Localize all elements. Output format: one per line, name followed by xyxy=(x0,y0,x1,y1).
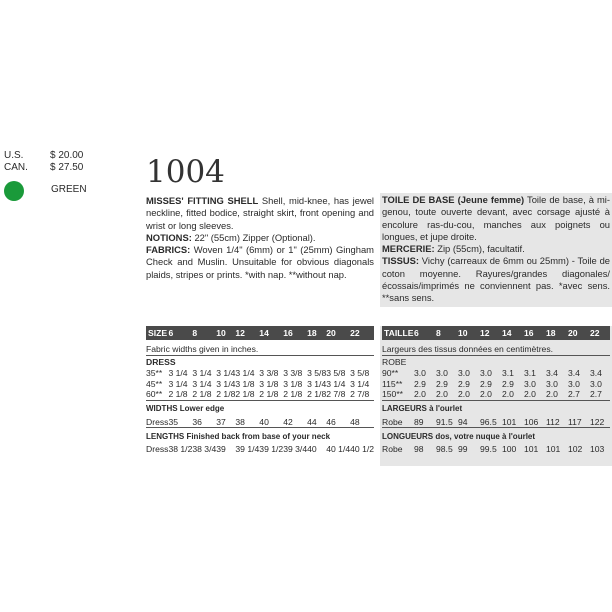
width-cell: 122 xyxy=(590,416,605,427)
yardage-cell: 2 1/8 xyxy=(235,389,255,399)
table-row xyxy=(146,379,374,390)
length-cell: 40 xyxy=(307,444,317,454)
yardage-cell: 3 5/8 xyxy=(307,368,327,378)
robe-label: ROBE xyxy=(382,356,610,369)
length-cell: 98.5 xyxy=(436,444,453,454)
yardage-cell: 2 1/8 xyxy=(283,389,303,399)
yardage-cell: 3.0 xyxy=(414,368,426,378)
width-cell: 89 xyxy=(414,416,424,427)
english-fabrics-label: FABRICS: xyxy=(146,244,191,256)
english-notions: 22" (55cm) Zipper (Optional). xyxy=(191,231,316,243)
yardage-cell: 3 1/8 xyxy=(235,378,255,389)
yardage-cell: 2.9 xyxy=(414,378,426,389)
french-fabrics-label: TISSUS: xyxy=(382,255,419,267)
yardage-cell: 2 1/8 xyxy=(168,389,188,399)
yardage-cell: 3 1/4 xyxy=(235,368,255,378)
longueurs-label: LONGUEURS dos, votre nuque à l'ourlet xyxy=(382,428,610,445)
french-notions-label: MERCERIE: xyxy=(382,243,435,255)
size-cell: 14 xyxy=(502,328,512,338)
yardage-cell: 3.0 xyxy=(458,368,470,378)
price-can-label: CAN. xyxy=(4,162,28,173)
width-cell: 106 xyxy=(524,416,539,427)
lengths-label: LENGTHS Finished back from base of your neck xyxy=(146,428,374,445)
size-label: SIZE xyxy=(148,328,168,338)
size-cell: 16 xyxy=(524,328,534,338)
size-cell: 10 xyxy=(458,328,468,338)
size-cell: 12 xyxy=(480,328,490,338)
width-cell: 94 xyxy=(458,416,468,427)
width-cell: 35 xyxy=(168,416,179,427)
yardage-cell: 2 1/8 xyxy=(216,389,236,399)
color-swatch-icon xyxy=(4,181,24,201)
length-cell: 39 1/2 xyxy=(259,444,284,454)
widths-label: WIDTHS Lower edge xyxy=(146,400,374,417)
table-row xyxy=(146,417,374,428)
row-label: 60** xyxy=(146,389,163,399)
price-us-value: $ 20.00 xyxy=(50,150,84,161)
size-cell: 8 xyxy=(192,328,198,338)
yardage-cell: 2.0 xyxy=(524,389,536,399)
length-cell: 98 xyxy=(414,444,424,454)
yardage-cell: 3 1/4 xyxy=(192,378,212,389)
row-label: 115** xyxy=(382,378,403,389)
yardage-cell: 3 1/4 xyxy=(216,378,236,389)
english-notions-label: NOTIONS: xyxy=(146,231,192,243)
color-name: GREEN xyxy=(51,184,87,195)
length-cell: 103 xyxy=(590,444,605,454)
yardage-cell: 3.0 xyxy=(546,378,558,389)
yardage-cell: 3 1/4 xyxy=(168,368,188,378)
length-cell: 38 1/2 xyxy=(168,444,193,454)
row-label: Dress xyxy=(146,444,169,454)
yardage-cell: 2.7 xyxy=(590,389,602,399)
french-body: Toile de base, à mi-genou, toute ouverte devant, avec corsage ajusté à encolure ras-du-cou, manches aux poignets ou longues, et jupe droite. xyxy=(382,194,610,242)
table-row xyxy=(382,417,610,428)
yardage-cell: 3 1/4 xyxy=(350,378,370,389)
yardage-cell: 2.9 xyxy=(458,378,470,389)
pattern-number: 1004 xyxy=(146,154,225,190)
yardage-cell: 3 3/8 xyxy=(283,368,303,378)
fabric-width-note: Fabric widths given in inches. xyxy=(146,343,259,354)
yardage-cell: 3.0 xyxy=(436,368,448,378)
width-cell: 37 xyxy=(216,416,226,427)
english-fabrics: Woven 1/4" (6mm) or 1" (25mm) Gingham Check and Muslin. Unsuitable for obvious diagonals plaids, stripes or prints. *with nap. **without nap. xyxy=(146,244,374,280)
table-row xyxy=(146,368,374,379)
size-cell: 12 xyxy=(235,328,245,338)
yardage-cell: 2 7/8 xyxy=(326,389,346,399)
taille-label: TAILLE xyxy=(384,328,414,338)
english-size-table xyxy=(146,326,374,455)
french-description xyxy=(380,193,612,307)
yardage-cell: 2.9 xyxy=(480,378,492,389)
english-body: Shell, mid-knee, has jewel neckline, fitted bodice, straight skirt, front opening and wrist or long sleeves. xyxy=(146,195,375,231)
yardage-cell: 3 1/4 xyxy=(307,378,327,389)
row-label: 45** xyxy=(146,378,163,389)
yardage-cell: 3.4 xyxy=(568,368,580,378)
yardage-cell: 3.4 xyxy=(590,368,602,378)
size-cell: 18 xyxy=(546,328,556,338)
width-cell: 101 xyxy=(502,416,517,427)
length-cell: 102 xyxy=(568,444,583,454)
size-header-row xyxy=(146,326,374,340)
size-cell: 20 xyxy=(326,328,336,338)
width-cell: 48 xyxy=(350,416,360,427)
yardage-cell: 3.1 xyxy=(502,368,514,378)
size-cell: 22 xyxy=(350,328,360,338)
length-cell: 100 xyxy=(502,444,517,454)
yardage-cell: 3 5/8 xyxy=(350,368,370,378)
length-cell: 40 1/4 xyxy=(326,444,351,454)
yardage-cell: 3 1/8 xyxy=(283,378,303,389)
size-cell: 14 xyxy=(259,328,269,338)
yardage-cell: 3 5/8 xyxy=(326,368,346,378)
yardage-cell: 2.0 xyxy=(502,389,514,399)
yardage-cell: 3.1 xyxy=(524,368,536,378)
width-cell: 44 xyxy=(307,416,317,427)
yardage-cell: 2.7 xyxy=(568,389,580,399)
yardage-cell: 2 1/8 xyxy=(192,389,212,399)
length-cell: 101 xyxy=(524,444,539,454)
yardage-cell: 3 1/4 xyxy=(326,378,346,389)
size-cell: 22 xyxy=(590,328,600,338)
yardage-cell: 3.0 xyxy=(590,378,602,389)
row-label: Dress xyxy=(146,416,169,427)
price-us-label: U.S. xyxy=(4,150,24,161)
width-cell: 112 xyxy=(546,416,560,427)
yardage-cell: 2.0 xyxy=(458,389,470,399)
english-description xyxy=(146,195,374,281)
table-row xyxy=(146,389,374,400)
yardage-cell: 3.0 xyxy=(480,368,492,378)
row-label: Robe xyxy=(382,416,403,427)
french-fabrics: Vichy (carreaux de 6mm ou 25mm) - Toile de coton moyenne. Rayures/grandes diagonales/écossais/imprimés ne conviennent pas. *avec sens. **sans sens. xyxy=(382,255,610,304)
length-cell: 99.5 xyxy=(480,444,497,454)
width-cell: 36 xyxy=(192,416,202,427)
yardage-cell: 2.0 xyxy=(546,389,558,399)
length-cell: 99 xyxy=(458,444,468,454)
size-cell: 8 xyxy=(436,328,441,338)
table-row xyxy=(146,444,374,455)
table-row xyxy=(382,379,610,390)
row-label: 35** xyxy=(146,368,163,378)
yardage-cell: 3 1/8 xyxy=(259,378,279,389)
yardage-cell: 2.9 xyxy=(436,378,448,389)
price-can-value: $ 27.50 xyxy=(50,162,84,173)
length-cell: 101 xyxy=(546,444,561,454)
yardage-cell: 2 7/8 xyxy=(350,389,370,399)
size-cell: 20 xyxy=(568,328,578,338)
size-cell: 6 xyxy=(168,328,174,338)
largeurs-label: LARGEURS à l'ourlet xyxy=(382,400,610,417)
table-row xyxy=(382,368,610,379)
size-cell: 10 xyxy=(216,328,226,338)
yardage-cell: 3 3/8 xyxy=(259,368,279,378)
yardage-cell: 3 1/4 xyxy=(216,368,236,378)
yardage-cell: 3.0 xyxy=(568,378,580,389)
yardage-cell: 3 1/4 xyxy=(168,378,188,389)
length-cell: 40 1/2 xyxy=(350,444,375,454)
yardage-cell: 2.0 xyxy=(480,389,492,399)
yardage-cell: 2 1/8 xyxy=(259,389,279,399)
yardage-cell: 3.4 xyxy=(546,368,558,378)
length-cell: 39 3/4 xyxy=(283,444,308,454)
row-label: 90** xyxy=(382,368,399,378)
length-cell: 38 3/4 xyxy=(192,444,217,454)
row-label: Robe xyxy=(382,444,403,454)
size-cell: 18 xyxy=(307,328,317,338)
width-cell: 117 xyxy=(568,416,582,427)
width-cell: 91.5 xyxy=(436,416,453,427)
table-row xyxy=(382,389,610,400)
yardage-cell: 2.9 xyxy=(502,378,514,389)
length-cell: 39 1/4 xyxy=(235,444,260,454)
width-cell: 38 xyxy=(235,416,245,427)
table-row xyxy=(382,444,610,455)
size-cell: 16 xyxy=(283,328,293,338)
yardage-cell: 2 1/8 xyxy=(307,389,327,399)
width-cell: 40 xyxy=(259,416,269,427)
yardage-cell: 2.0 xyxy=(414,389,426,399)
width-cell: 42 xyxy=(283,416,293,427)
taille-header-row xyxy=(382,326,610,340)
yardage-cell: 2.0 xyxy=(436,389,448,399)
english-title: MISSES' FITTING SHELL xyxy=(146,195,259,206)
length-cell: 39 xyxy=(216,444,226,454)
fabric-width-note: Largeurs des tissus données en centimètres. xyxy=(382,343,554,354)
yardage-cell: 3 1/4 xyxy=(192,368,212,378)
dress-label: DRESS xyxy=(146,356,374,369)
french-notions: Zip (55cm), facultatif. xyxy=(434,243,525,255)
width-cell: 96.5 xyxy=(480,416,497,427)
french-size-table xyxy=(380,326,612,466)
yardage-cell: 3.0 xyxy=(524,378,536,389)
width-cell: 46 xyxy=(326,416,336,427)
french-title: TOILE DE BASE (Jeune femme) xyxy=(382,194,525,205)
size-cell: 6 xyxy=(414,328,419,338)
row-label: 150** xyxy=(382,389,404,399)
